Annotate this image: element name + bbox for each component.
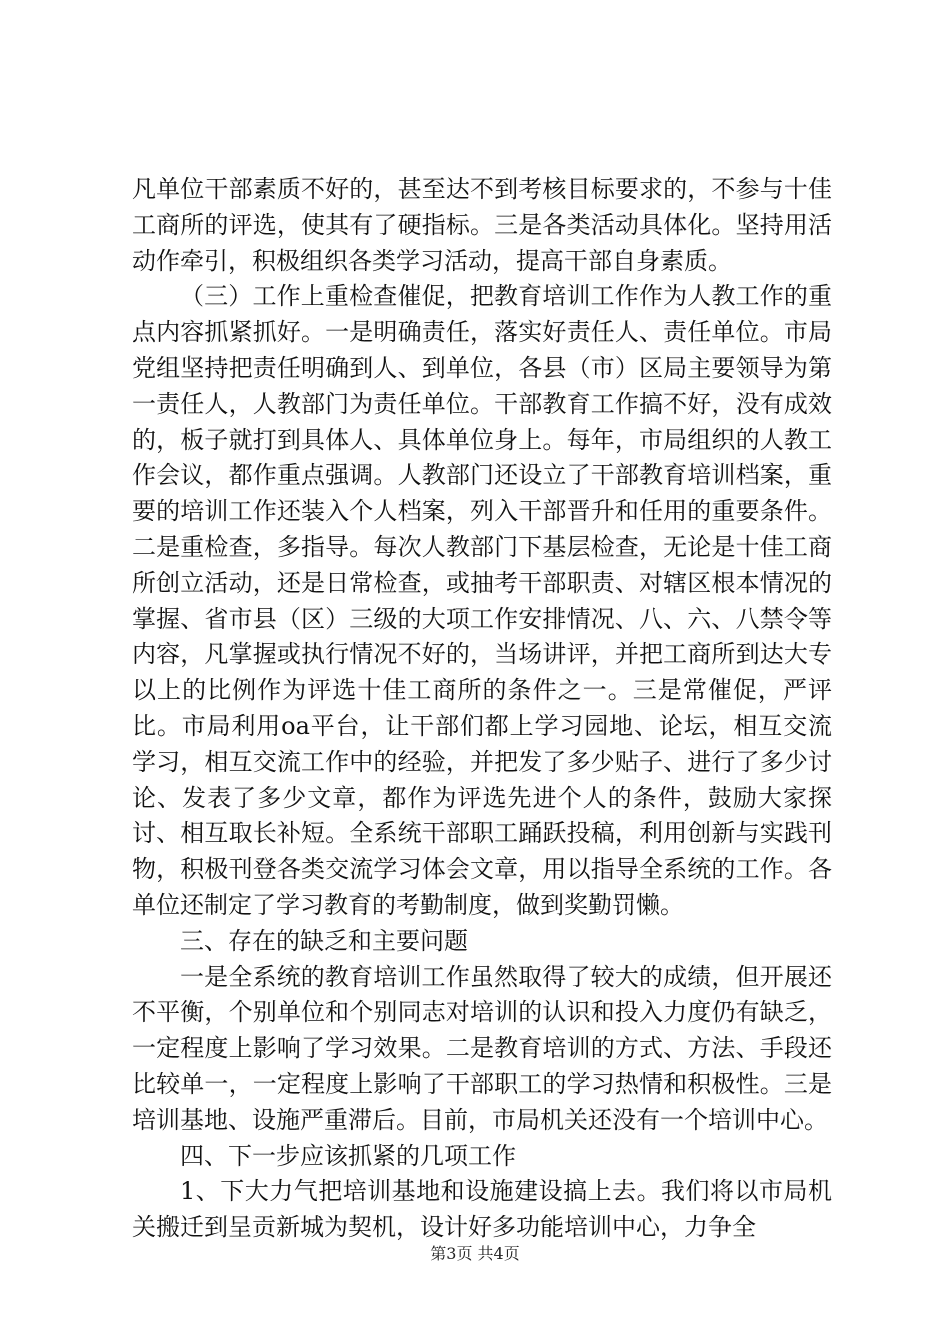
paragraph-continuation: 凡单位干部素质不好的，甚至达不到考核目标要求的，不参与十佳工商所的评选，使其有了硬指标。三是各类活动具体化。坚持用活动作牵引，积极组织各类学习活动，提高干部自身素质。 <box>132 175 832 275</box>
paragraph-next-step-one: 1、下大力气把培训基地和设施建设搞上去。我们将以市局机关搬迁到呈贡新城为契机，设计好多功能培训中心，力争全 <box>132 1177 832 1242</box>
page-footer <box>0 1244 950 1264</box>
heading-existing-problems: 三、存在的缺乏和主要问题 <box>180 926 468 955</box>
heading-next-steps: 四、下一步应该抓紧的几项工作 <box>180 1141 516 1170</box>
paragraph-section-three-inspection: （三）工作上重检查催促，把教育培训工作作为人教工作的重点内容抓紧抓好。一是明确责任，落实好责任人、责任单位。市局党组坚持把责任明确到人、到单位，各县（市）区局主要领导为第一责任人，人教部门为责任单位。干部教育工作搞不好，没有成效的，板子就打到具体人、具体单位身上。每年，市局组织的人教工作会议，都作重点强调。人教部门还设立了干部教育培训档案，重要的培训工作还装入个人档案，列入干部晋升和任用的重要条件。二是重检查，多指导。每次人教部门下基层检查，无论是十佳工商所创立活动，还是日常检查，或抽考干部职责、对辖区根本情况的掌握、省市县（区）三级的大项工作安排情况、八、六、八禁令等内容，凡掌握或执行情况不好的，当场讲评，并把工商所到达大专以上的比例作为评选十佳工商所的条件之一。三是常催促，严评比。市局利用oa平台，让干部们都上学习园地、论坛，相互交流学习，相互交流工作中的经验，并把发了多少贴子、进行了多少讨论、发表了多少文章，都作为评选先进个人的条件，鼓励大家探讨、相互取长补短。全系统干部职工踊跃投稿，利用创新与实践刊物，积极刊登各类交流学习体会文章，用以指导全系统的工作。各单位还制定了学习教育的考勤制度，做到奖勤罚懒。 <box>132 282 832 919</box>
document-body <box>132 172 832 1246</box>
paragraph-problems: 一是全系统的教育培训工作虽然取得了较大的成绩，但开展还不平衡，个别单位和个别同志对培训的认识和投入力度仍有缺乏，一定程度上影响了学习效果。二是教育培训的方式、方法、手段还比较单一，一定程度上影响了干部职工的学习热情和积极性。三是培训基地、设施严重滞后。目前，市局机关还没有一个培训中心。 <box>132 962 832 1134</box>
page-number-label: 第3页 共4页 <box>430 1244 520 1263</box>
